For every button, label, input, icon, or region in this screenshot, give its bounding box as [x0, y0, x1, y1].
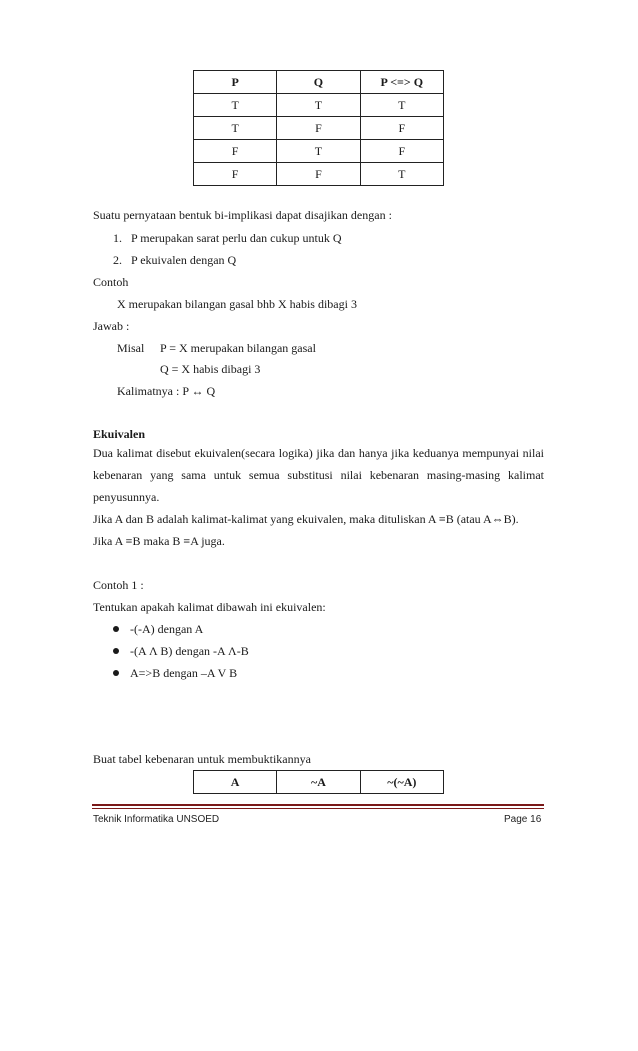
header-cell: P <=> Q	[360, 71, 443, 94]
bullet-icon	[113, 648, 119, 654]
table-header-row	[194, 71, 444, 94]
misal-p: P = X merupakan bilangan gasal	[160, 341, 316, 355]
header-cell: A	[194, 771, 277, 794]
truth-table-negation	[193, 770, 444, 794]
header-cell: ~A	[277, 771, 360, 794]
table-cell: T	[277, 94, 360, 117]
truth-table-biimplication	[193, 70, 444, 186]
header-cell: Q	[277, 71, 360, 94]
bullet-icon	[113, 626, 119, 632]
misal-q: Q = X habis dibagi 3	[160, 362, 261, 376]
table-cell: T	[360, 94, 443, 117]
table-row	[194, 163, 444, 186]
table-row	[194, 94, 444, 117]
table-cell: T	[194, 117, 277, 140]
footer-rule-thin	[92, 808, 544, 809]
bullet-item: -(-A) dengan A	[130, 622, 204, 636]
table-row	[194, 140, 444, 163]
jika-line-1: Jika A dan B adalah kalimat-kalimat yang ekuivalen, maka dituliskan A ≡B (atau A⇔B).	[93, 512, 519, 526]
section-heading-ekuivalen: Ekuivalen	[93, 427, 146, 441]
table-cell: F	[360, 140, 443, 163]
table-cell: T	[277, 140, 360, 163]
table-cell: F	[277, 163, 360, 186]
contoh-text: X merupakan bilangan gasal bhb X habis dibagi 3	[117, 297, 357, 311]
table-cell: T	[194, 94, 277, 117]
table-cell: F	[277, 117, 360, 140]
footer-page-number: Page 16	[504, 814, 542, 825]
table-header-row	[194, 771, 444, 794]
bullet-icon	[113, 670, 119, 676]
jawab-label: Jawab :	[93, 319, 130, 333]
contoh-label: Contoh	[93, 275, 129, 289]
misal-label: Misal	[117, 341, 145, 355]
jika-line-2: Jika A ≡B maka B ≡A juga.	[93, 534, 225, 548]
bullet-item: -(A Λ B) dengan -A Λ-B	[130, 644, 249, 658]
bullet-item: A=>B dengan –A V B	[130, 666, 238, 680]
list-item: P merupakan sarat perlu dan cukup untuk Q	[131, 231, 342, 245]
header-cell: ~(~A)	[360, 771, 443, 794]
footer-rule	[92, 804, 544, 806]
buat-text: Buat tabel kebenaran untuk membuktikannya	[93, 752, 311, 766]
table-row	[194, 117, 444, 140]
table-cell: F	[360, 117, 443, 140]
table-cell: T	[360, 163, 443, 186]
table-cell: F	[194, 140, 277, 163]
list-number: 2.	[113, 253, 122, 267]
ekuivalen-paragraph: Dua kalimat disebut ekuivalen(secara logika) jika dan hanya jika keduanya mempunyai nilai kebenaran yang sama untuk semua substitusi nilai kebenaran masing-masing kalimat penyusunnya.	[93, 446, 544, 504]
kalimat-text: Kalimatnya : P ↔ Q	[117, 384, 216, 398]
contoh1-label: Contoh 1 :	[93, 578, 144, 592]
list-number: 1.	[113, 231, 122, 245]
tentukan-text: Tentukan apakah kalimat dibawah ini ekuivalen:	[93, 600, 326, 614]
list-item: P ekuivalen dengan Q	[131, 253, 237, 267]
intro-text: Suatu pernyataan bentuk bi-implikasi dapat disajikan dengan :	[93, 208, 392, 222]
table-cell: F	[194, 163, 277, 186]
header-cell: P	[194, 71, 277, 94]
footer-left: Teknik Informatika UNSOED	[93, 814, 220, 825]
